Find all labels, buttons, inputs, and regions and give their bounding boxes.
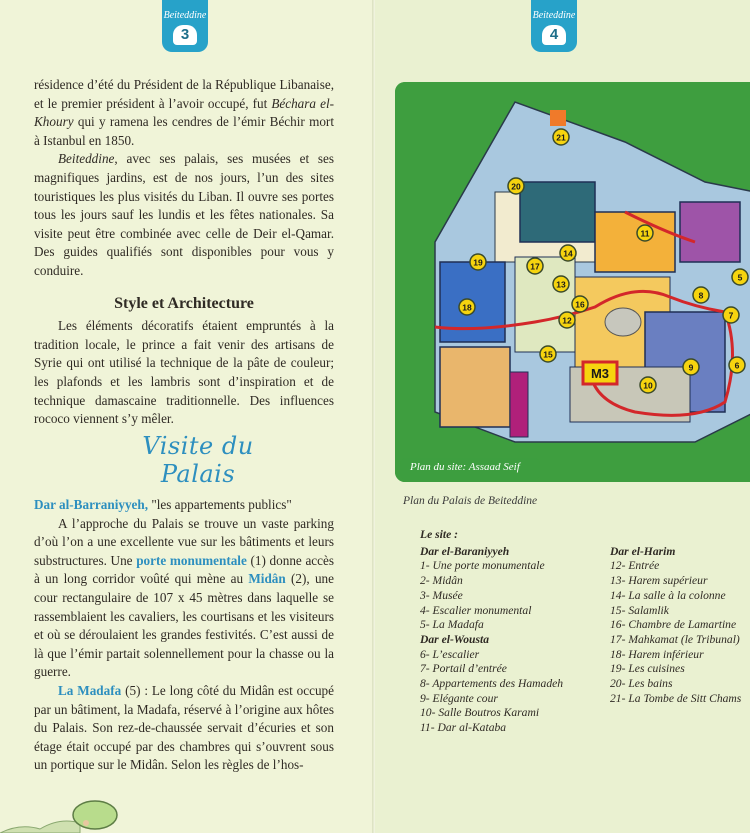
legend-item: 11- Dar al-Kataba [420, 721, 507, 735]
legend-item: 10- Salle Boutros Karami [420, 706, 540, 720]
map-number-label: 19 [473, 257, 483, 268]
text-span: qui y ramena les cendres de l’émir Béchir mort à Istanbul en 1850. [34, 114, 334, 148]
place-name: Beiteddine [58, 151, 115, 167]
map-number-badge [723, 307, 739, 323]
page-tab-left [162, 0, 208, 52]
legend-item: 20- Les bains [610, 677, 673, 691]
paragraph-barrani [34, 515, 334, 682]
text-span: A l’approche du Palais se trouve un vaste parking d’où l’on a une excellente vue sur les bâtiments et leurs substructures. Une [34, 515, 334, 568]
legend-item: 8- Appartements des Hamadeh [420, 677, 564, 691]
map-number-label: 6 [734, 360, 740, 371]
legend-item: 13- Harem supérieur [610, 574, 708, 588]
legend-item: 5- La Madafa [420, 618, 484, 632]
map-number-label: 15 [543, 349, 553, 360]
map-credit: Plan du site: Assaad Seif [410, 461, 520, 473]
legend-item: 3- Musée [420, 588, 463, 602]
map-number-badge [729, 357, 745, 373]
text-span: (2), une cour rectangulaire de 107 x 45 mètres dans laquelle se rassemblaient les cavaliers, les courtisans et les visiteurs et où se déroulaient les grandes festivités. C’est aussi de là que l’émir partait solennellement pour la chasse ou la guerre. [34, 571, 334, 680]
legend-item: 6- L’escalier [420, 647, 480, 661]
paragraph-madafa [34, 682, 334, 775]
map-number-badge [637, 225, 653, 241]
person-name: Béchara el-Khoury [34, 95, 334, 130]
legend-item: 16- Chambre de Lamartine [610, 618, 737, 632]
legend-item: 4- Escalier monumental [420, 603, 532, 617]
map-number-badge [693, 287, 709, 303]
legend-item: 7- Portail d’entrée [420, 662, 507, 676]
porte-monumentale-highlight: porte monumentale [136, 552, 247, 568]
tab-label: Beiteddine [163, 10, 207, 21]
barrani-heading-line [34, 496, 334, 515]
map-number-label: 10 [643, 380, 653, 391]
legend-item: 21- La Tombe de Sitt Chams [610, 691, 742, 705]
barrani-heading: Dar al-Barraniyyeh, [34, 497, 149, 512]
map-number-label: 17 [530, 261, 540, 272]
site-plan-svg [395, 82, 750, 482]
legend-column-1 [420, 545, 610, 736]
map-number-badge [559, 312, 575, 328]
map-number-label: 21 [556, 132, 566, 143]
map-number-badge [540, 346, 556, 362]
map-number-label: 13 [556, 279, 566, 290]
midan-highlight: Midân [248, 571, 286, 587]
barrani-subtitle: "les appartements publics" [148, 497, 292, 512]
doodle-illustration [0, 793, 160, 833]
legend-section-heading: Dar el-Wousta [420, 632, 490, 646]
map-number-label: 18 [462, 302, 472, 313]
legend-columns [420, 545, 750, 735]
madafa-highlight: La Madafa [58, 682, 122, 698]
intro-text [34, 76, 334, 429]
text-span: résidence d’été du Président de la République Libanaise, et le premier président à l’avoir occupé, fut [34, 77, 334, 111]
map-number-label: 20 [511, 181, 521, 192]
visite-text [34, 496, 334, 775]
site-legend [420, 528, 750, 735]
legend-item: 1- Une porte monumentale [420, 559, 545, 573]
map-number-badge [459, 299, 475, 315]
legend-item: 14- La salle à la colonne [610, 588, 726, 602]
legend-item: 12- Entrée [610, 559, 660, 573]
map-number-badge [508, 178, 524, 194]
section-title-style: Style et Architecture [114, 294, 254, 312]
map-number-label: 12 [562, 315, 572, 326]
map-number-badge [553, 276, 569, 292]
legend-title: Le site : [420, 528, 458, 541]
legend-column-2 [610, 545, 750, 707]
map-title: Plan du Palais de Beiteddine [403, 495, 538, 507]
map-number-badge [527, 258, 543, 274]
map-number-badge [470, 254, 486, 270]
legend-item: 19- Les cuisines [610, 662, 685, 676]
legend-item: 15- Salamlik [610, 603, 669, 617]
map-number-badge [683, 359, 699, 375]
text-span: (5) : Le long côté du Midân est occupé par un bâtiment, la Madafa, réservé à l’origine aux hôtes du Palais. Son rez-de-chaussée servait d’écuries et son étage était occupé par des chambres qui s’ouvrent sous un portique sur le Midân. Selon les règles de l’hos- [34, 682, 335, 773]
legend-item: 2- Midân [420, 574, 463, 588]
paragraph-beiteddine [34, 150, 334, 280]
map-number-label: 5 [737, 272, 743, 283]
map-number-badge [553, 129, 569, 145]
map-number-label: 14 [563, 248, 573, 259]
legend-item: 18- Harem inférieur [610, 647, 704, 661]
map-number-label: 7 [728, 310, 734, 321]
map-number-label: 16 [575, 299, 585, 310]
map-number-label: 8 [698, 290, 704, 301]
page-tab-right [531, 0, 577, 52]
paragraph-style: Les éléments décoratifs étaient empruntés à la tradition locale, le prince a fait venir des artisans de Syrie qui ont utilisé la technique de la pâte de couleur; les plafonds et les lambris sont d’inspiration et de technique damascaine traditionnelle. Des influences rococo viennent s’y mêler. [34, 318, 334, 427]
map-number-label: 9 [688, 362, 694, 373]
map-number-badge [640, 377, 656, 393]
page-number: 4 [542, 25, 566, 45]
site-plan-map [395, 82, 750, 482]
tab-label: Beiteddine [532, 10, 576, 21]
map-number-label: 11 [640, 228, 650, 239]
map-number-badge [560, 245, 576, 261]
legend-item: 9- Elégante cour [420, 691, 498, 705]
page-number: 3 [173, 25, 197, 45]
text-span: (1) donne accès à un long corridor voûté qui mène au [34, 552, 334, 587]
text-span: , avec ses palais, ses musées et ses magnifiques jardins, est de nos jours, l’un des sites touristiques les plus visités du Liban. Il ouvre ses portes tous les jours sauf les lundis et les fêtes nationales. Sa visite peut être combinée avec celle de Deir el-Qamar. Des guides qualifiés sont disponibles pour vous y conduire. [34, 151, 334, 278]
paragraph-residence [34, 76, 334, 150]
legend-section-heading: Dar el-Harim [610, 544, 676, 558]
visite-title: Visite du Palais [142, 432, 254, 488]
map-number-badge [572, 296, 588, 312]
map-marker-label: M3 [590, 366, 610, 381]
legend-item: 17- Mahkamat (le Tribunal) [610, 632, 740, 646]
legend-section-heading: Dar el-Baraniyyeh [420, 544, 510, 558]
map-number-badge [732, 269, 748, 285]
